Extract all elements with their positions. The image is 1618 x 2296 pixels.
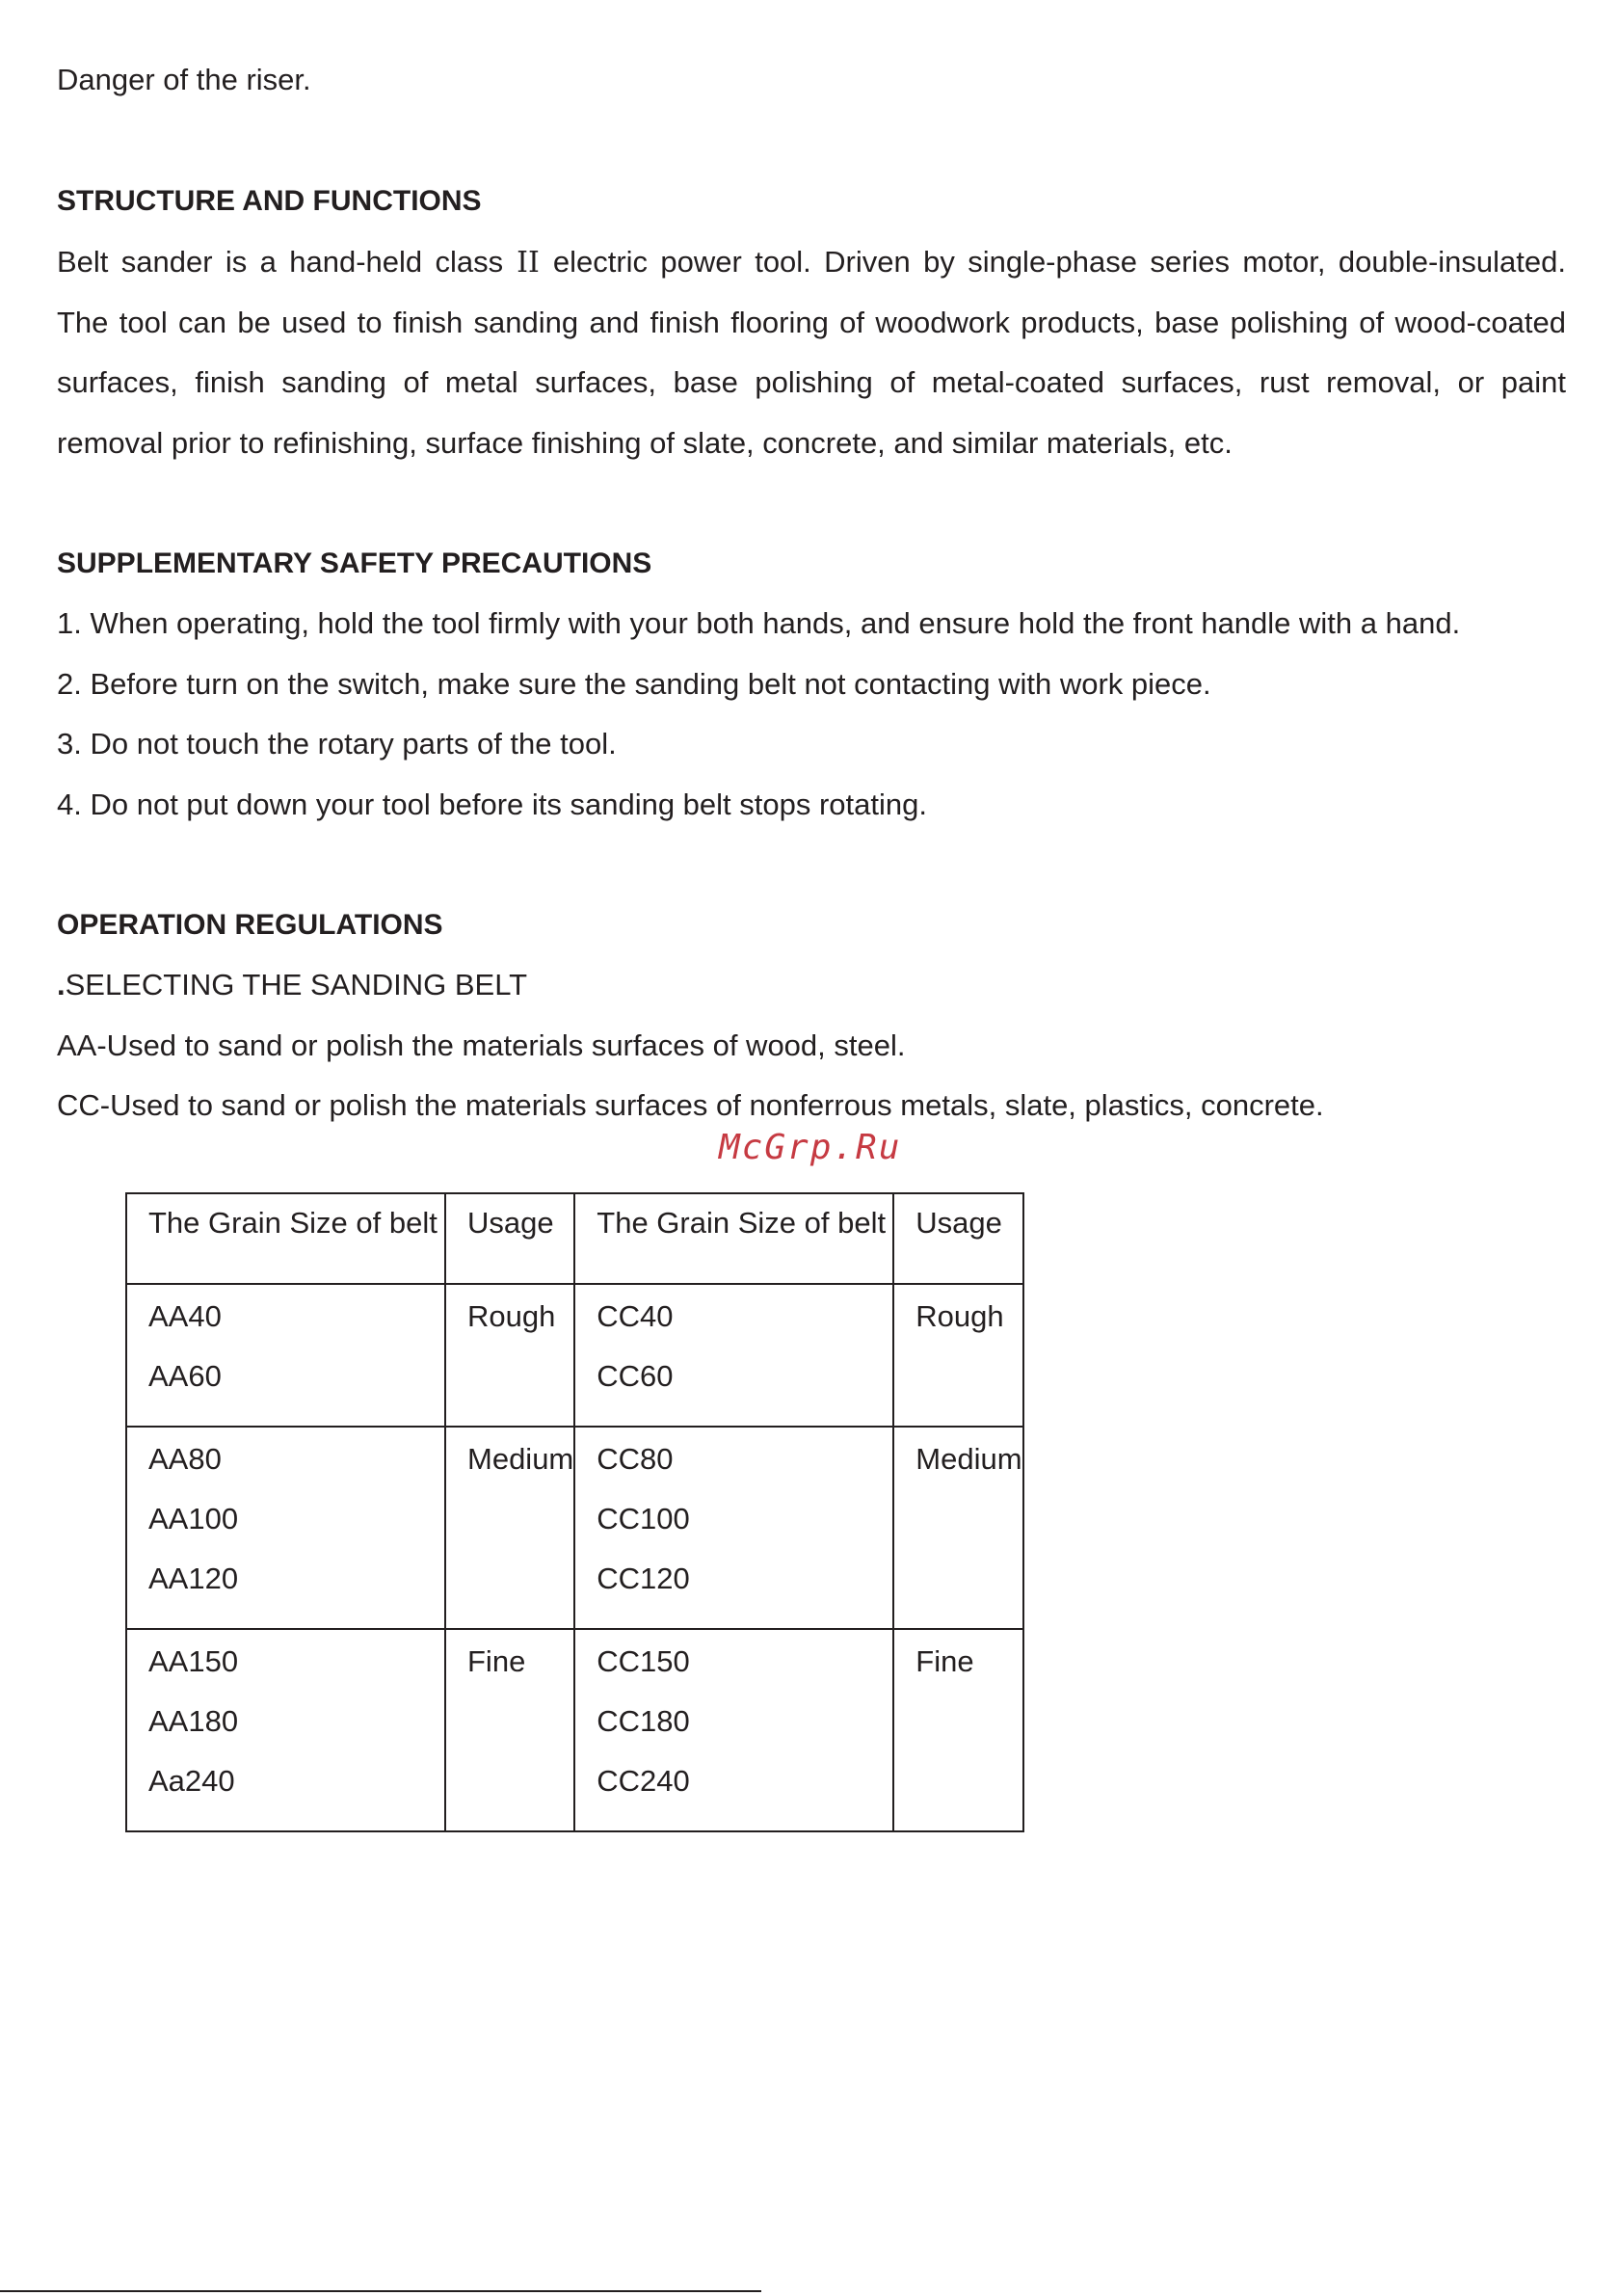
cc-grains-cell <box>574 1284 893 1427</box>
aa-usage-cell <box>445 1284 574 1427</box>
aa-grains-cell <box>126 1629 445 1831</box>
aa-grains-cell <box>126 1284 445 1427</box>
grain-size-table <box>125 1192 1024 1832</box>
safety-heading: SUPPLEMENTARY SAFETY PRECAUTIONS <box>57 547 652 579</box>
grain-value: CC240 <box>597 1764 690 1798</box>
grain-value: AA180 <box>148 1704 239 1738</box>
safety-item-1: 1. When operating, hold the tool firmly with your both hands, and ensure hold the front handle with a hand. <box>57 606 1461 640</box>
cc-grains-cell <box>574 1629 893 1831</box>
aa-description: AA-Used to sand or polish the materials surfaces of wood, steel. <box>57 1028 906 1062</box>
safety-item-3: 3. Do not touch the rotary parts of the tool. <box>57 727 617 761</box>
cc-usage-cell <box>893 1629 1022 1831</box>
table-row-fine <box>126 1629 1023 1831</box>
header-grain-cc: The Grain Size of belt <box>574 1193 893 1284</box>
grain-value: AA120 <box>148 1562 239 1595</box>
usage-value: Medium <box>915 1442 1022 1476</box>
table-header-row <box>126 1193 1023 1284</box>
structure-line-3: surfaces, finish sanding of metal surfaces, base polishing of metal-coated surfaces, rust removal, or paint <box>57 365 1566 399</box>
safety-item-2: 2. Before turn on the switch, make sure the sanding belt not contacting with work piece. <box>57 667 1211 701</box>
cc-description: CC-Used to sand or polish the materials surfaces of nonferrous metals, slate, plastics, concrete. <box>57 1088 1324 1122</box>
operation-subheading <box>57 966 527 1004</box>
grain-value: CC100 <box>597 1502 690 1535</box>
grain-value: AA80 <box>148 1442 222 1476</box>
watermark: McGrp.Ru <box>719 1128 902 1167</box>
table-row-rough <box>126 1284 1023 1427</box>
usage-value: Fine <box>467 1644 526 1678</box>
safety-item-4: 4. Do not put down your tool before its sanding belt stops rotating. <box>57 788 927 821</box>
structure-line-1 <box>57 243 1566 282</box>
grain-value: CC120 <box>597 1562 690 1595</box>
usage-value: Medium <box>467 1442 574 1476</box>
aa-usage-cell <box>445 1427 574 1629</box>
grain-value: CC40 <box>597 1299 674 1333</box>
cc-usage-cell <box>893 1284 1022 1427</box>
structure-heading: STRUCTURE AND FUNCTIONS <box>57 185 482 217</box>
grain-value: AA100 <box>148 1502 239 1535</box>
aa-usage-cell <box>445 1629 574 1831</box>
grain-value: AA60 <box>148 1359 222 1393</box>
usage-value: Rough <box>467 1299 556 1333</box>
table-row-medium <box>126 1427 1023 1629</box>
footer-rule <box>0 2290 761 2292</box>
structure-line-4: removal prior to refinishing, surface finishing of slate, concrete, and similar materials, etc. <box>57 426 1233 460</box>
grain-value: AA150 <box>148 1644 239 1678</box>
usage-value: Fine <box>915 1644 974 1678</box>
grain-value: Aa240 <box>148 1764 235 1798</box>
header-grain-aa: The Grain Size of belt <box>126 1193 445 1284</box>
subheading-dot: . <box>57 968 66 1001</box>
class-ii-symbol: II <box>517 246 540 280</box>
structure-line-2: The tool can be used to finish sanding and finish flooring of woodwork products, base polishing of wood-coated <box>57 306 1566 339</box>
grain-value: CC150 <box>597 1644 690 1678</box>
usage-value: Rough <box>915 1299 1004 1333</box>
cc-grains-cell <box>574 1427 893 1629</box>
structure-line-1-after: electric power tool. Driven by single-phase series motor, double-insulated. <box>552 245 1566 279</box>
structure-line-1-before: Belt sander is a hand-held class <box>57 245 504 279</box>
grain-value: CC80 <box>597 1442 674 1476</box>
aa-grains-cell <box>126 1427 445 1629</box>
intro-text: Danger of the riser. <box>57 63 311 96</box>
header-usage-cc: Usage <box>893 1193 1022 1284</box>
grain-value: CC60 <box>597 1359 674 1393</box>
grain-value: CC180 <box>597 1704 690 1738</box>
cc-usage-cell <box>893 1427 1022 1629</box>
header-usage-aa: Usage <box>445 1193 574 1284</box>
subheading-text: SELECTING THE SANDING BELT <box>65 968 528 1001</box>
grain-value: AA40 <box>148 1299 222 1333</box>
operation-heading: OPERATION REGULATIONS <box>57 909 443 941</box>
